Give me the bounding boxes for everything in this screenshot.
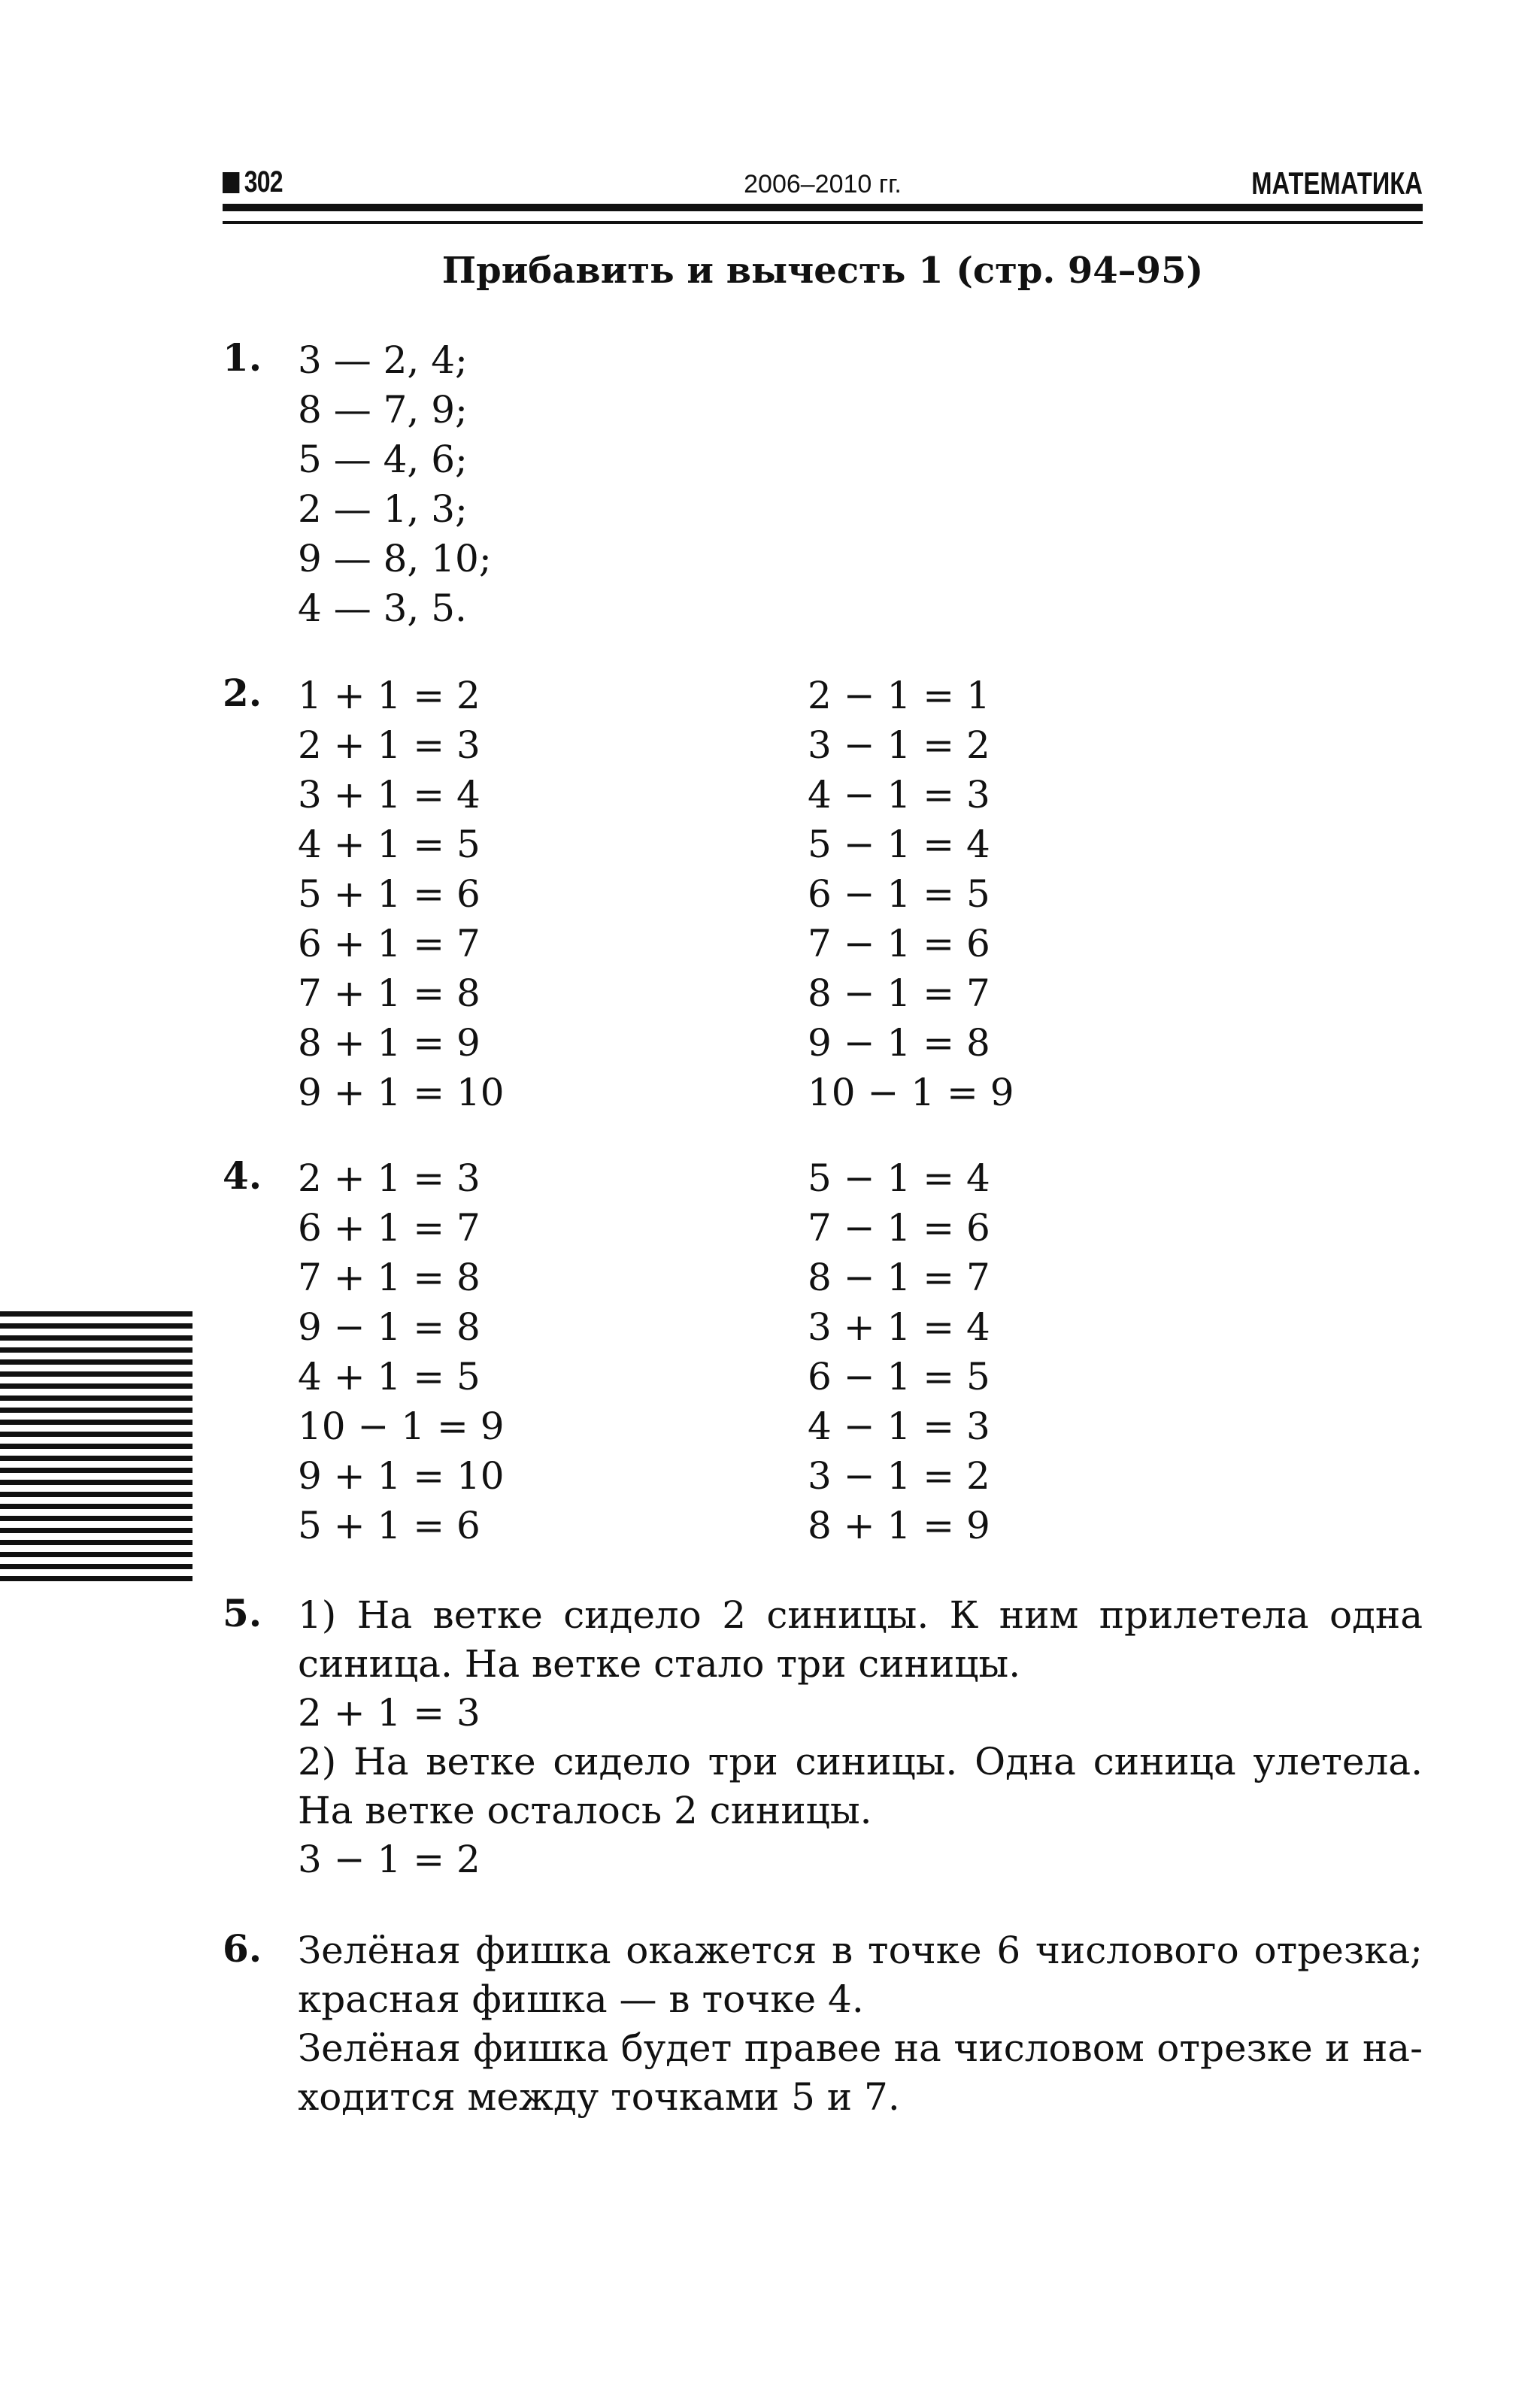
running-header: [223, 159, 1423, 205]
header-rule-thick: [223, 204, 1423, 211]
equation: 9 − 1 = 8: [298, 1305, 480, 1349]
equation: 4 + 1 = 5: [298, 1355, 480, 1399]
exercise-2-right-column: [808, 671, 1014, 1117]
exercise-5-line: синица. На ветке стало три синицы.: [298, 1642, 1021, 1686]
equation: 2 + 1 = 3: [298, 723, 480, 767]
equation: 5 + 1 = 6: [298, 1504, 480, 1547]
exercise-5-line: 2) На ветке сидело три синицы. Одна синица улетела.: [298, 1740, 1423, 1783]
exercise-5-equation: 2 + 1 = 3: [298, 1691, 480, 1735]
exercise-6-line: красная фишка — в точке 4.: [298, 1977, 864, 2021]
equation: 6 − 1 = 5: [808, 1355, 990, 1399]
equation: 9 + 1 = 10: [298, 1071, 505, 1114]
exercise-5-text: [298, 1591, 1423, 1884]
equation: 3 − 1 = 2: [808, 723, 990, 767]
equation: 6 + 1 = 7: [298, 1206, 480, 1250]
equation: 9 + 1 = 10: [298, 1454, 505, 1498]
edge-tab-stripes: [0, 1311, 192, 1582]
exercise-5-line: 1) На ветке сидело 2 синицы. К ним прилетела одна: [298, 1593, 1423, 1637]
equation: 4 − 1 = 3: [808, 773, 990, 817]
exercise-5-line: На ветке осталось 2 синицы.: [298, 1789, 872, 1832]
exercise-5-equation: 3 − 1 = 2: [298, 1838, 480, 1881]
exercise-1-line: 5 — 4, 6;: [298, 438, 468, 481]
equation: 8 − 1 = 7: [808, 971, 990, 1015]
equation: 3 − 1 = 2: [808, 1454, 990, 1498]
exercise-2-left-column: [298, 671, 505, 1117]
page-number-text: 302: [244, 165, 283, 198]
equation: 5 − 1 = 4: [808, 823, 990, 866]
exercise-6-line: Зелёная фишка будет правее на числовом отрезке и на-: [298, 2026, 1423, 2070]
equation: 7 − 1 = 6: [808, 1206, 990, 1250]
equation: 8 + 1 = 9: [298, 1021, 480, 1065]
equation: 5 − 1 = 4: [808, 1156, 990, 1200]
equation: 6 − 1 = 5: [808, 872, 990, 916]
exercise-1-line: 8 — 7, 9;: [298, 388, 468, 432]
exercise-1-line: 3 — 2, 4;: [298, 338, 468, 382]
exercise-1-number: 1.: [223, 335, 262, 380]
section-title: Прибавить и вычесть 1 (стр. 94–95): [441, 250, 1204, 292]
exercise-1-line: 2 — 1, 3;: [298, 487, 468, 531]
equation: 8 − 1 = 7: [808, 1256, 990, 1299]
exercise-1-line: 4 — 3, 5.: [298, 586, 467, 630]
exercise-4-left-column: [298, 1153, 505, 1550]
equation: 1 + 1 = 2: [298, 674, 480, 717]
exercise-2-number: 2.: [223, 671, 262, 715]
equation: 5 + 1 = 6: [298, 872, 480, 916]
exercise-1-lines: [298, 335, 492, 633]
equation: 10 − 1 = 9: [808, 1071, 1014, 1114]
equation: 9 − 1 = 8: [808, 1021, 990, 1065]
exercise-5-number: 5.: [223, 1591, 262, 1635]
exercise-6-number: 6.: [223, 1926, 262, 1971]
exercise-6-text: [298, 1926, 1423, 2122]
exercise-1-line: 9 — 8, 10;: [298, 537, 492, 580]
equation: 7 + 1 = 8: [298, 1256, 480, 1299]
exercise-4-right-column: [808, 1153, 990, 1550]
equation: 2 − 1 = 1: [808, 674, 990, 717]
equation: 3 + 1 = 4: [298, 773, 480, 817]
header-rule-thin: [223, 221, 1423, 224]
equation: 7 − 1 = 6: [808, 922, 990, 965]
equation: 10 − 1 = 9: [298, 1405, 505, 1448]
exercise-6-line: ходится между точками 5 и 7.: [298, 2075, 900, 2119]
subject-label: МАТЕМАТИКА: [1251, 165, 1423, 201]
exercise-6-line: Зелёная фишка окажется в точке 6 числового отрезка;: [298, 1929, 1423, 1972]
equation: 7 + 1 = 8: [298, 971, 480, 1015]
equation: 4 − 1 = 3: [808, 1405, 990, 1448]
exercise-4-number: 4.: [223, 1153, 262, 1198]
equation: 3 + 1 = 4: [808, 1305, 990, 1349]
equation: 2 + 1 = 3: [298, 1156, 480, 1200]
equation: 6 + 1 = 7: [298, 922, 480, 965]
equation: 4 + 1 = 5: [298, 823, 480, 866]
equation: 8 + 1 = 9: [808, 1504, 990, 1547]
years-label: 2006–2010 гг.: [744, 170, 902, 198]
